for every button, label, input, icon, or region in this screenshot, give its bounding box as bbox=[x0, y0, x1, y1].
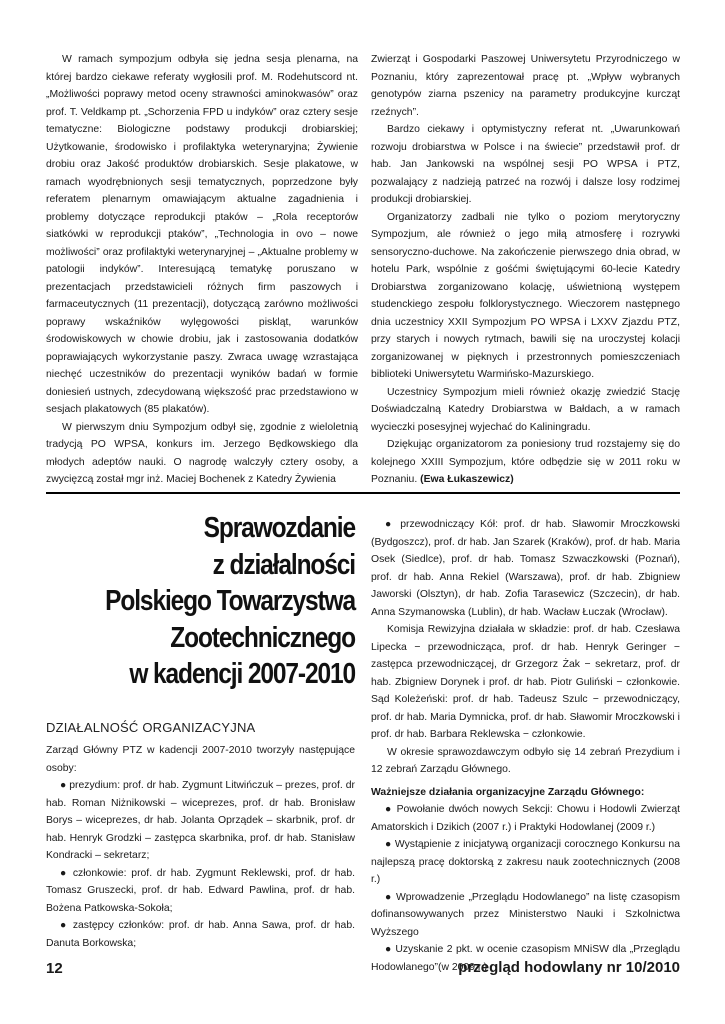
title-line: Sprawozdanie bbox=[203, 512, 355, 544]
intro-paragraph: Zarząd Główny PTZ w kadencji 2007-2010 tworzyły następujące osoby: bbox=[46, 745, 355, 774]
list-item: ● Uzyskanie 2 pkt. w ocenie czasopism MNiSW dla „Przeglądu Hodowlanego”(w 2009 r.) bbox=[371, 944, 680, 973]
title-line: z działalności bbox=[212, 548, 355, 581]
closing-paragraph bbox=[371, 436, 680, 489]
paragraph: W pierwszym dniu Sympozjum odbył się, zgodnie z wieloletnią tradycją PO WPSA, konkurs im. Jerzego Będkowskiego dla młodych adeptów nauki. O nagrodę walczyły cztery osoby, a zwycięzcą został mgr inż. Maciej Bochenek z Katedry Żywienia bbox=[46, 421, 358, 485]
bottom-left-column bbox=[46, 742, 355, 952]
list-item: ● zastępcy członków: prof. dr hab. Anna Sawa, prof. dr hab. Danuta Borkowska; bbox=[46, 920, 355, 949]
list-item: ● przewodniczący Kół: prof. dr hab. Sławomir Mroczkowski (Bydgoszcz), prof. dr hab. Jan Szarek (Kraków), prof. dr hab. Maria Osek (Siedlce), prof. dr hab. Tomasz Szwaczkowski (Poznań), prof. dr hab. Anna Rekiel (Warszawa), prof. dr hab. Zbigniew Jaworski (Olsztyn), dr hab. Zofia Tarasewicz (Szczecin), dr hab. Anna Szymanowska (Lublin), dr hab. Wacław Łuczak (Wrocław). bbox=[371, 519, 680, 618]
list-item: ● Powołanie dwóch nowych Sekcji: Chowu i Hodowli Zwierząt Amatorskich i Dzikich (2007 r.) i Praktyki Hodowlanej (2009 r.) bbox=[371, 804, 680, 833]
paragraph: Zwierząt i Gospodarki Paszowej Uniwersytetu Przyrodniczego w Poznaniu, który zaprezentował pracę pt. „Wpływ wybranych genotypów ziarna pszenicy na parametry produkcyjne kurcząt rzeźnych”. bbox=[371, 54, 680, 118]
list-item: ● członkowie: prof. dr hab. Zygmunt Reklewski, prof. dr hab. Tomasz Gruszecki, prof. dr hab. Edward Pawlina, prof. dr hab. Bożena Patkowska-Sokoła; bbox=[46, 867, 355, 914]
closing-text: Dziękując organizatorom za poniesiony trud rozstajemy się do kolejnego XXIII Sympozjum, które odbędzie się w 2011 roku w Poznaniu. bbox=[371, 439, 680, 485]
paragraph: Bardzo ciekawy i optymistyczny referat nt. „Uwarunkowań rozwoju drobiarstwa w Polsce i na świecie” przedstawił prof. dr hab. Jan Jankowski na wspólnej sesji PO WPSA i PTZ, pozwalający z nadzieją patrzeć na rozwój i dalsze losy rodzimej produkcji drobiarskiej. bbox=[371, 124, 680, 205]
list-item: ● Wystąpienie z inicjatywą organizacji corocznego Konkursu na najlepszą pracę doktorską z zakresu nauk zootechnicznych (2008 r.) bbox=[371, 839, 680, 885]
article-title bbox=[46, 510, 355, 693]
author-signature: (Ewa Łukaszewicz) bbox=[420, 474, 514, 485]
list-item: ● prezydium: prof. dr hab. Zygmunt Litwińczuk – prezes, prof. dr hab. Roman Niżnikowski – wiceprezes, prof. dr hab. Bronisław Borys – wiceprezes, dr hab. Jolanta Oprządek – skarbnik, prof. dr hab. Henryk Grodzki – zastępca skarbnika, prof. dr hab. Stanisław Kondracki – sekretarz; bbox=[46, 780, 355, 861]
title-line: w kadencji 2007-2010 bbox=[129, 658, 355, 690]
bottom-right-column bbox=[371, 516, 680, 976]
top-left-column bbox=[46, 51, 358, 489]
list-item: ● Wprowadzenie „Przeglądu Hodowlanego” na listę czasopism dofinansowywanych przez Ministerstwo Nauki i Szkolnictwa Wyższego bbox=[371, 891, 680, 938]
top-right-column bbox=[371, 51, 680, 489]
paragraph: W ramach sympozjum odbyła się jedna sesja plenarna, na której bardzo ciekawe referaty wygłosili prof. M. Rodehutscord nt. „Możliwości poprawy metod oceny strawności aminokwasów” oraz prof. T. Veldkamp pt. „Schorzenia FPD u indyków” oraz cztery sesje tematyczne: Biologiczne podstawy produkcji drobiarskiej; Użytkowanie, środowisko i profilaktyka weterynaryjna; Żywienie drobiu oraz Jakość produktów drobiarskich. Sesje plakatowe, w ramach wyodrębnionych sesji tematycznych, poprzedzone były referatem plenarnym omawiającym aktualne zagadnienia i problemy dotyczące reprodukcji ptaków – „Rola receptorów siatkówki w reprodukcji ptaków”, „Technologia in ovo – nowe możliwości” oraz profilaktyki weterynaryjnej – „Aktualne problemy w patologii indyków”. Interesującą tematykę poruszano w prezentacjach przedstawicieli różnych firm paszowych i farmaceutycznych (11 prezentacji), dotyczącą zarówno możliwości poprawy wskaźników wylęgowości piskląt, warunków środowiskowych w chowie drobiu, jak i zastosowania dodatków poprawiających wykorzystanie paszy. Zwraca uwagę wzrastająca niechęć uczestników do prezentacji wyników badań w formie doniesień ustnych, zdecydowaną większość prac przedstawiono w sesjach plakatowych (85 plakatów). bbox=[46, 54, 358, 415]
section-divider bbox=[46, 492, 680, 494]
page-number: 12 bbox=[46, 960, 63, 977]
paragraph: Organizatorzy zadbali nie tylko o poziom merytoryczny Sympozjum, ale również o jego miłą atmosferę i rozrywki sensoryczno-duchowe. Na zakończenie pierwszego dnia obrad, w hotelu Park, wspólnie z gośćmi świętującymi 60-lecie Katedry Drobiarstwa zorganizowano kolację, uświetnioną występem studenckiego zespołu folklorystycznego. Wieczorem następnego dnia uczestnicy XXII Sympozjum PO WPSA i LXXV Zjazdu PTZ, przy starych i nowych rytmach, bawili się na uroczystej kolacji zorganizowanej w pięknych i przestronnych pomieszczeniach biblioteki Uniwersytetu Warmińsko-Mazurskiego. bbox=[371, 211, 680, 380]
paragraph: Komisja Rewizyjna działała w składzie: prof. dr hab. Czesława Lipecka − przewodnicząca, prof. dr hab. Henryk Geringer − zastępca przewodniczącej, dr Grzegorz Żak − sekretarz, prof. dr hab. Zbigniew Dorynek i prof. dr hab. Piotr Guliński − członkowie. Sąd Koleżeński: prof. dr hab. Tadeusz Szulc − przewodniczący, prof. dr hab. Maria Dymnicka, prof. dr hab. Sławomir Mroczkowski i prof. dr hab. Barbara Reklewska − członkowie. bbox=[371, 624, 680, 740]
journal-name: przegląd hodowlany nr 10/2010 bbox=[458, 959, 680, 976]
subheading: Ważniejsze działania organizacyjne Zarządu Głównego: bbox=[371, 786, 645, 798]
paragraph: W okresie sprawozdawczym odbyło się 14 zebrań Prezydium i 12 zebrań Zarządu Głównego. bbox=[371, 746, 680, 775]
title-line: Polskiego Towarzystwa bbox=[105, 585, 355, 617]
paragraph: Uczestnicy Sympozjum mieli również okazję zwiedzić Stację Doświadczalną Katedry Drobiarstwa w Bałdach, a w ramach wycieczki posesyjnej wyjechać do Kaliningradu. bbox=[371, 386, 680, 433]
section-heading: DZIAŁALNOŚĆ ORGANIZACYJNA bbox=[46, 720, 256, 735]
title-line: Zootechnicznego bbox=[170, 621, 355, 654]
